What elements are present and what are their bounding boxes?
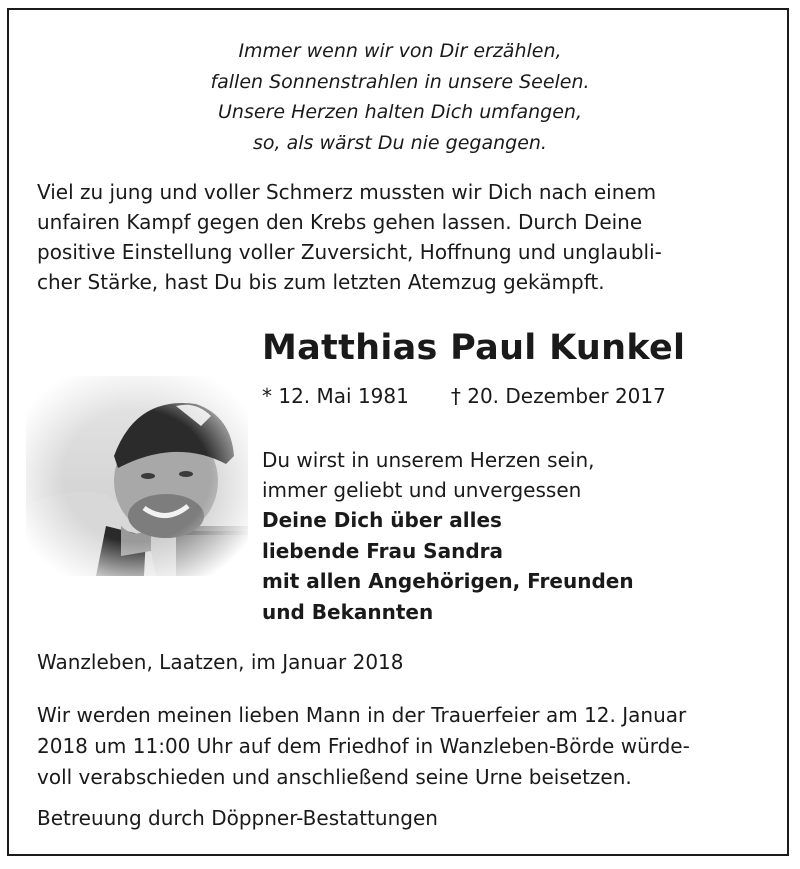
- intro-line: cher Stärke, hast Du bis zum letzten Atemzug gekämpft.: [37, 270, 605, 294]
- mourner-line: liebende Frau Sandra: [262, 538, 503, 563]
- place-and-date: Wanzleben, Laatzen, im Januar 2018: [37, 650, 404, 674]
- deceased-name: Matthias Paul Kunkel: [262, 328, 686, 368]
- poem-line: fallen Sonnenstrahlen in unsere Seelen.: [210, 70, 590, 93]
- intro-line: unfairen Kampf gegen den Krebs gehen lassen. Durch Deine: [37, 210, 643, 234]
- mourners-list: [262, 505, 634, 627]
- poem-line: Immer wenn wir von Dir erzählen,: [238, 40, 562, 62]
- portrait-photo: [26, 376, 248, 576]
- funeral-line: Wir werden meinen lieben Mann in der Trauerfeier am 12. Januar: [37, 703, 687, 727]
- death-date: † 20. Dezember 2017: [450, 384, 666, 408]
- funeral-home-credit: Betreuung durch Döppner-Bestattungen: [37, 806, 438, 830]
- mourner-line: mit allen Angehörigen, Freunden: [262, 569, 634, 593]
- mourner-line: und Bekannten: [262, 599, 434, 624]
- funeral-line: voll verabschieden und anschließend seine Urne beisetzen.: [37, 765, 632, 789]
- tribute-text: [262, 445, 595, 505]
- poem-line: so, als wärst Du nie gegangen.: [253, 131, 547, 154]
- intro-line: positive Einstellung voller Zuversicht, Hoffnung und unglaubli-: [37, 240, 662, 264]
- poem: [100, 36, 700, 158]
- funeral-line: 2018 um 11:00 Uhr auf dem Friedhof in Wanzleben-Börde würde-: [37, 734, 690, 758]
- life-dates: [262, 384, 666, 408]
- poem-line: Unsere Herzen halten Dich umfangen,: [218, 101, 582, 123]
- birth-date: * 12. Mai 1981: [262, 384, 409, 408]
- mourner-line: Deine Dich über alles: [262, 508, 502, 532]
- tribute-line: Du wirst in unserem Herzen sein,: [262, 448, 595, 472]
- tribute-line: immer geliebt und unvergessen: [262, 478, 582, 502]
- intro-paragraph: [37, 177, 765, 297]
- funeral-notice: [37, 700, 690, 793]
- intro-line: Viel zu jung und voller Schmerz mussten wir Dich nach einem: [37, 180, 657, 204]
